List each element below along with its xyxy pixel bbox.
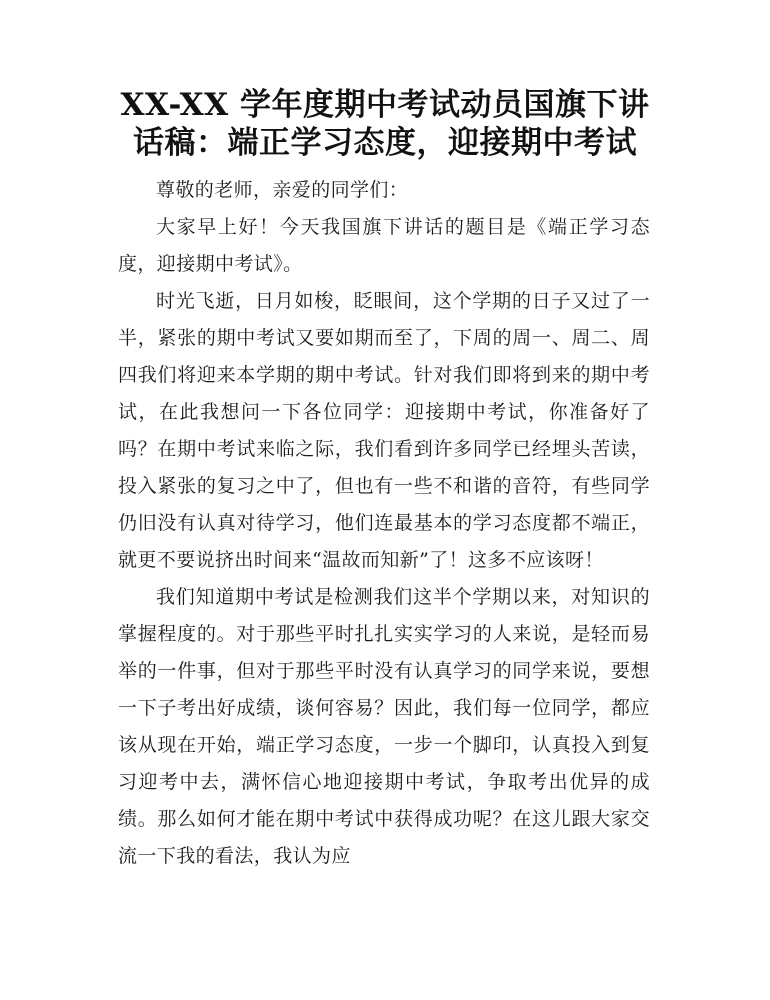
salutation-paragraph: 尊敬的老师，亲爱的同学们： (156, 179, 409, 201)
document-body (118, 172, 650, 875)
body-paragraph: 我们知道期中考试是检测我们这半个学期以来，对知识的掌握程度的。对于那些平时扎扎实实学习的人来说，是轻而易举的一件事，但对于那些平时没有认真学习的同学来说，要想一下子考出好成绩，谈何容易？因此，我们每一位同学，都应该从现在开始，端正学习态度，一步一个脚印，认真投入到复习迎考中去，满怀信心地迎接期中考试，争取考出优异的成绩。那么如何才能在期中考试中获得成功呢？在这儿跟大家交流一下我的看法，我认为应 (118, 586, 650, 867)
greeting-paragraph: 大家早上好！今天我国旗下讲话的题目是《端正学习态度，迎接期中考试》。 (118, 216, 650, 275)
body-paragraph: 时光飞逝，日月如梭，眨眼间，这个学期的日子又过了一半，紧张的期中考试又要如期而至了，下周的周一、周二、周四我们将迎来本学期的期中考试。针对我们即将到来的期中考试，在此我想问一下各位同学：迎接期中考试，你准备好了吗？在期中考试来临之际，我们看到许多同学已经埋头苦读，投入紧张的复习之中了，但也有一些不和谐的音符，有些同学仍旧没有认真对待学习，他们连最基本的学习态度都不端正，就更不要说挤出时间来“温故而知新”了！这多不应该呀！ (118, 290, 650, 571)
document-title: XX-XX 学年度期中考试动员国旗下讲话稿：端正学习态度，迎接期中考试 (120, 87, 650, 161)
